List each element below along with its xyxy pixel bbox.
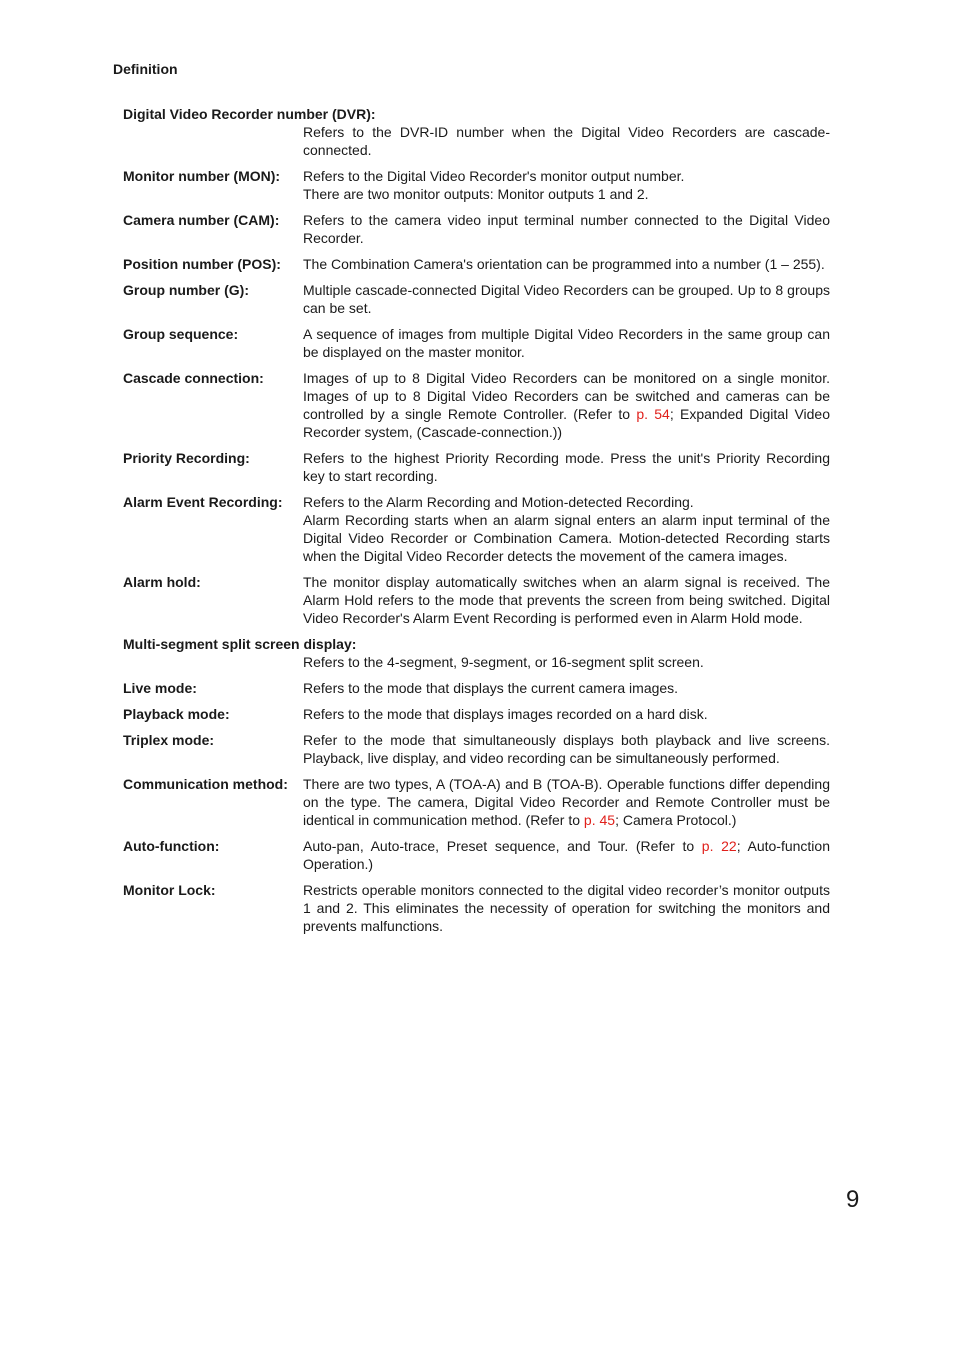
term-description <box>303 837 830 873</box>
term-description <box>303 167 830 203</box>
definition-entry-monitor-number <box>123 167 830 203</box>
description-text: Images of up to 8 Digital Video Recorders can be monitored on a single monitor. Images of up to 8 Digital Video Recorders can be switched and cameras can be controlled by a single Remote Controller. (Refer to <box>303 370 830 422</box>
term-description <box>303 493 830 565</box>
term-description <box>303 653 830 671</box>
description-paragraph: The monitor display automatically switches when an alarm signal is received. The Alarm Hold refers to the mode that prevents the screen from being switched. Digital Video Recorder's Alarm Event Recording is performed even in Alarm Hold mode. <box>303 574 830 626</box>
definition-entry-priority-recording <box>123 449 830 485</box>
definition-list <box>123 105 830 943</box>
description-paragraph: Multiple cascade-connected Digital Video Recorders can be grouped. Up to 8 groups can be set. <box>303 282 830 316</box>
term-label: Position number (POS): <box>123 256 281 272</box>
term-description <box>303 211 830 247</box>
definition-entry-camera-number <box>123 211 830 247</box>
term-label: Group sequence: <box>123 326 239 342</box>
term-description <box>303 705 830 723</box>
description-paragraph: Refers to the highest Priority Recording mode. Press the unit's Priority Recording key to start recording. <box>303 450 830 484</box>
description-paragraph <box>303 775 830 829</box>
definition-entry-alarm-hold <box>123 573 830 627</box>
term-description <box>303 731 830 767</box>
description-paragraph: Refers to the Digital Video Recorder's monitor output number. <box>303 168 685 184</box>
description-paragraph: Alarm Recording starts when an alarm signal enters an alarm input terminal of the Digital Video Recorder or Combination Camera. Motion-detected Recording starts when the Digital Video Recorder detects the movement of the camera images. <box>303 512 830 564</box>
page-reference-link[interactable]: p. 45 <box>583 812 616 828</box>
definition-entry-live-mode <box>123 679 830 697</box>
term-description <box>303 881 830 935</box>
term-label: Group number (G): <box>123 282 249 298</box>
term-label: Cascade connection: <box>123 370 264 386</box>
description-paragraph: Refers to the camera video input terminal number connected to the Digital Video Recorder. <box>303 212 830 246</box>
definition-entry-group-sequence <box>123 325 830 361</box>
term-label: Multi-segment split screen display: <box>123 636 357 652</box>
description-text: Auto-pan, Auto-trace, Preset sequence, and Tour. (Refer to <box>303 838 702 854</box>
description-paragraph <box>303 369 830 441</box>
description-paragraph: Refers to the 4-segment, 9-segment, or 16-segment split screen. <box>303 654 704 670</box>
definition-entry-multi-segment-split <box>123 635 830 671</box>
term-description <box>303 325 830 361</box>
definition-entry-cascade-connection <box>123 369 830 441</box>
term-description <box>303 679 830 697</box>
description-text: ; Auto-function Operation.) <box>303 838 830 872</box>
description-paragraph: There are two monitor outputs: Monitor outputs 1 and 2. <box>303 186 649 202</box>
description-paragraph: Refers to the mode that displays the current camera images. <box>303 680 679 696</box>
description-paragraph: The Combination Camera's orientation can be programmed into a number (1 – 255). <box>303 256 825 272</box>
definition-entry-alarm-event-recording <box>123 493 830 565</box>
term-label: Digital Video Recorder number (DVR): <box>123 106 376 122</box>
description-paragraph: Refer to the mode that simultaneously displays both playback and live screens. Playback, live display, and video recording can be simultaneously performed. <box>303 732 830 766</box>
definition-entry-group-number <box>123 281 830 317</box>
description-paragraph <box>303 837 830 873</box>
term-label: Communication method: <box>123 776 288 792</box>
term-description <box>303 255 830 273</box>
section-heading: Definition <box>113 61 178 77</box>
term-description <box>303 281 830 317</box>
term-description <box>303 449 830 485</box>
term-label: Camera number (CAM): <box>123 212 280 228</box>
term-description <box>303 123 830 159</box>
definition-entry-communication-method <box>123 775 830 829</box>
term-label: Triplex mode: <box>123 732 215 748</box>
page-number: 9 <box>846 1186 860 1213</box>
term-label: Auto-function: <box>123 838 220 854</box>
term-description <box>303 369 830 441</box>
description-paragraph: A sequence of images from multiple Digital Video Recorders in the same group can be displayed on the master monitor. <box>303 326 830 360</box>
term-label: Priority Recording: <box>123 450 250 466</box>
definition-entry-position-number <box>123 255 830 273</box>
definition-entry-dvr-number <box>123 105 830 159</box>
page-reference-link[interactable]: p. 54 <box>636 406 670 422</box>
term-label: Live mode: <box>123 680 197 696</box>
term-label: Alarm hold: <box>123 574 201 590</box>
term-label: Monitor Lock: <box>123 882 216 898</box>
description-text: There are two types, A (TOA-A) and B (TOA-B). Operable functions differ depending on the type. The camera, Digital Video Recorder and Remote Controller must be identical in communication method. (Refer to <box>303 776 830 828</box>
definition-entry-monitor-lock <box>123 881 830 935</box>
description-paragraph: Restricts operable monitors connected to the digital video recorder’s monitor outputs 1 and 2. This eliminates the necessity of operation for switching the monitors and prevents malfunctions. <box>303 882 830 934</box>
term-description <box>303 573 830 627</box>
term-description <box>303 775 830 829</box>
description-paragraph: Refers to the Alarm Recording and Motion-detected Recording. <box>303 494 694 510</box>
description-text: ; Camera Protocol.) <box>615 812 737 828</box>
definition-entry-playback-mode <box>123 705 830 723</box>
definition-entry-triplex-mode <box>123 731 830 767</box>
description-paragraph: Refers to the mode that displays images recorded on a hard disk. <box>303 706 708 722</box>
term-label: Monitor number (MON): <box>123 168 281 184</box>
page-reference-link[interactable]: p. 22 <box>701 838 737 854</box>
description-paragraph: Refers to the DVR-ID number when the Digital Video Recorders are cascade-connected. <box>303 124 830 158</box>
term-label: Playback mode: <box>123 706 230 722</box>
term-label: Alarm Event Recording: <box>123 494 283 510</box>
description-text: ; Expanded Digital Video Recorder system, (Cascade-connection.)) <box>303 406 830 440</box>
definition-entry-auto-function <box>123 837 830 873</box>
